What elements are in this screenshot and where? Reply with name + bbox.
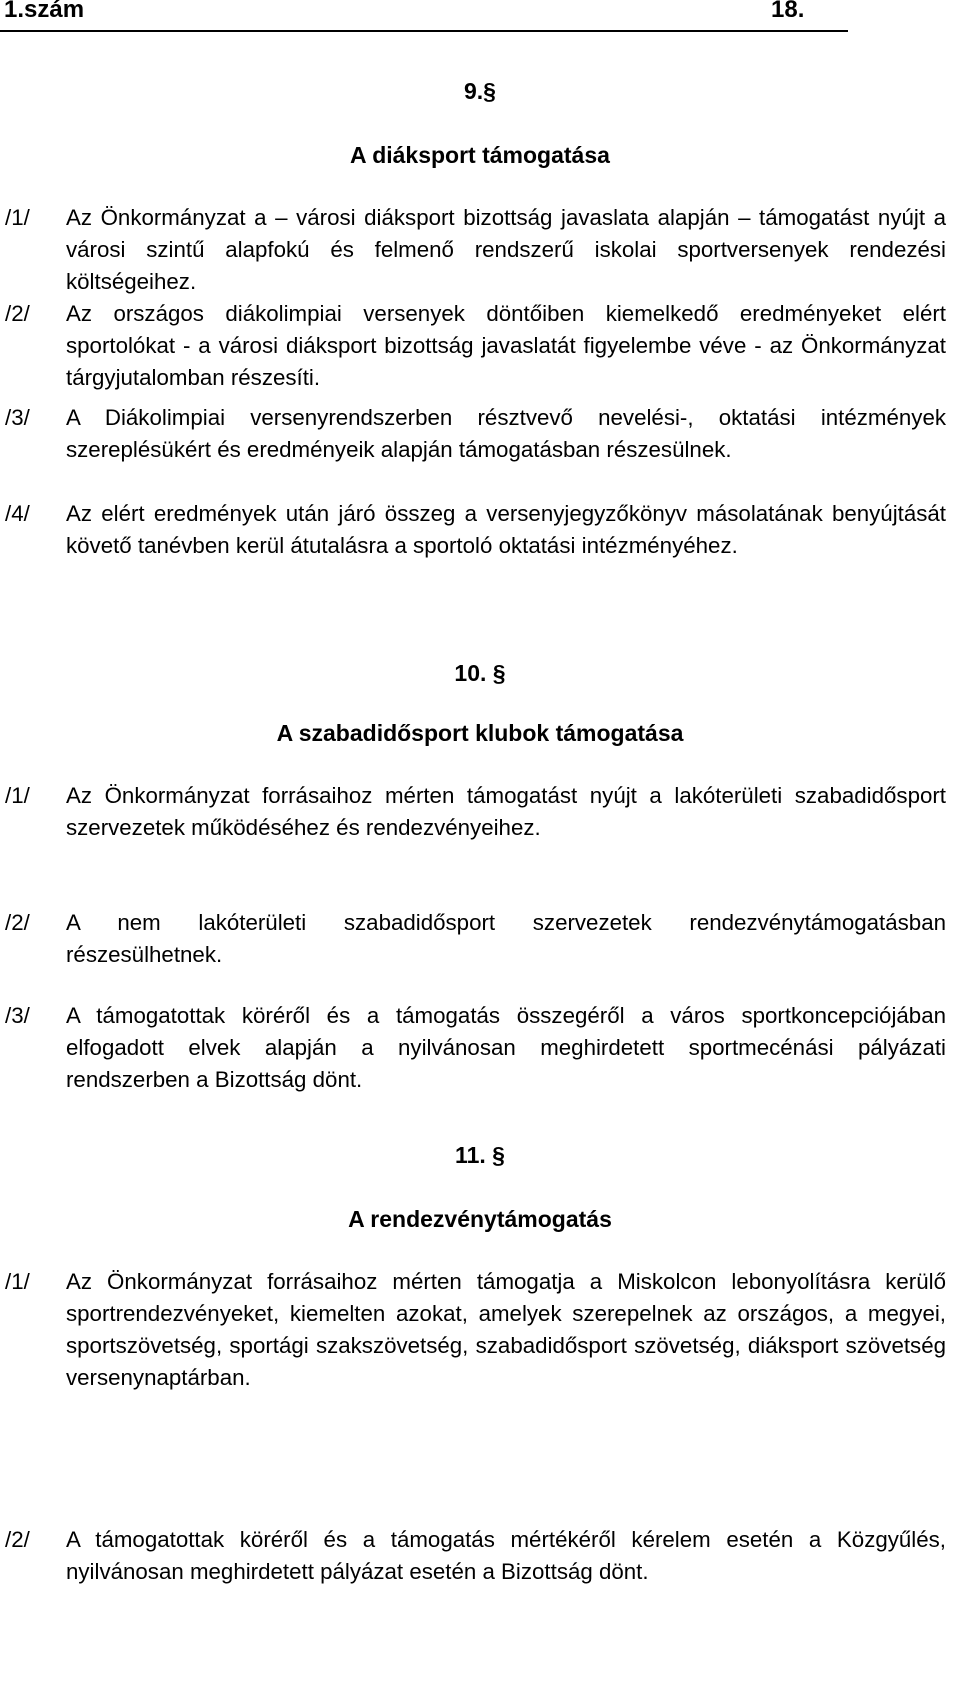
- paragraph-text: A támogatottak köréről és a támogatás mértékéről kérelem esetén a Közgyűlés, nyilvánosan meghirdetett pályázat esetén a Bizottság dönt.: [66, 1527, 946, 1584]
- section-11-title: A rendezvénytámogatás: [348, 1206, 612, 1232]
- page-header: [0, 0, 848, 32]
- paragraph-text: Az elért eredmények után járó összeg a versenyjegyzőkönyv másolatának benyújtását követő tanévben kerül átutalásra a sportoló oktatási intézményéhez.: [66, 501, 946, 558]
- paragraph-number: /2/: [5, 301, 30, 326]
- paragraph-number: /3/: [5, 1003, 30, 1028]
- paragraph-number: /1/: [5, 205, 30, 230]
- paragraph-number: /2/: [5, 910, 30, 935]
- paragraph-number: /1/: [5, 783, 30, 808]
- paragraph-number: /2/: [5, 1527, 30, 1552]
- paragraph-text: Az országos diákolimpiai versenyek döntőiben kiemelkedő eredményeket elért sportolókat - a városi diáksport bizottság javaslatát figyelembe véve - az Önkormányzat tárgyjutalomban részesíti.: [66, 301, 946, 390]
- paragraph-text: A Diákolimpiai versenyrendszerben résztvevő nevelési-, oktatási intézmények szereplésükért és eredményeik alapján támogatásban részesülnek.: [66, 405, 946, 462]
- page-number: 18.: [771, 0, 805, 23]
- paragraph-number: /1/: [5, 1269, 30, 1294]
- section-9-number: 9.§: [464, 78, 496, 104]
- paragraph-text: A támogatottak köréről és a támogatás összegéről a város sportkoncepciójában elfogadott elvek alapján a nyilvánosan meghirdetett sportmecénási pályázati rendszerben a Bizottság dönt.: [66, 1003, 946, 1092]
- paragraph-text: Az Önkormányzat a – városi diáksport bizottság javaslata alapján – támogatást nyújt a városi szintű alapfokú és felmenő rendszerű iskolai sportversenyek rendezési költségeihez.: [66, 205, 946, 294]
- paragraph-text: A nem lakóterületi szabadidősport szervezetek rendezvénytámogatásban részesülhetnek.: [66, 910, 946, 967]
- paragraph-number: /4/: [5, 501, 30, 526]
- paragraph-text: Az Önkormányzat forrásaihoz mérten támogatást nyújt a lakóterületi szabadidősport szervezetek működéséhez és rendezvényeihez.: [66, 783, 946, 840]
- section-11-number: 11. §: [455, 1142, 505, 1168]
- issue-number: 1.szám: [4, 0, 85, 23]
- paragraph-text: Az Önkormányzat forrásaihoz mérten támogatja a Miskolcon lebonyolításra kerülő sportrendezvényeket, kiemelten azokat, amelyek szerepelnek az országos, a megyei, sportszövetség, sportági szakszövetség, szabadidősport szövetség, diáksport szövetség versenynaptárban.: [66, 1269, 946, 1390]
- section-9-title: A diáksport támogatása: [350, 142, 610, 168]
- paragraph-number: /3/: [5, 405, 30, 430]
- section-10-number: 10. §: [454, 660, 506, 686]
- section-10-title: A szabadidősport klubok támogatása: [276, 720, 684, 746]
